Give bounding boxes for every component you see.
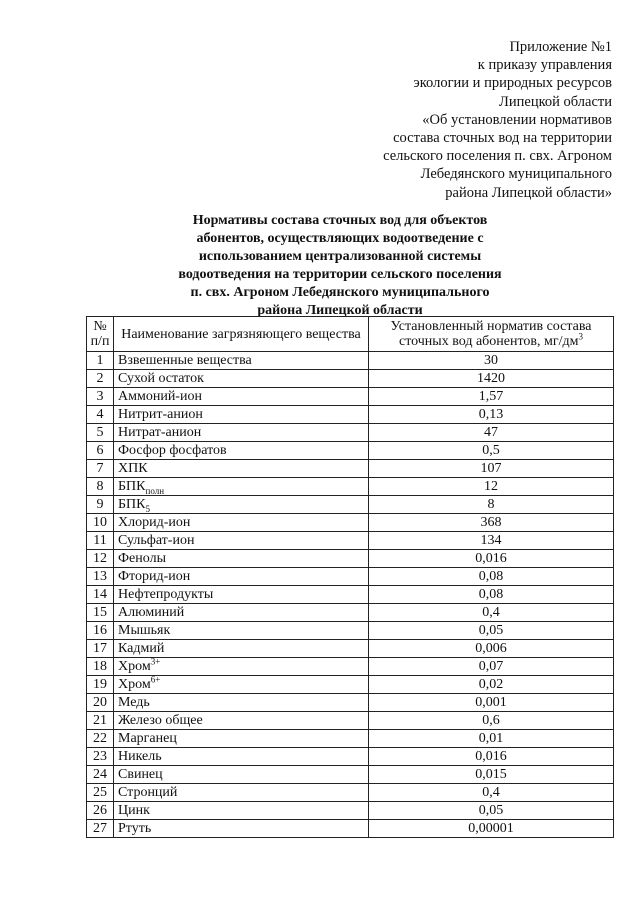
substance-name (114, 370, 369, 388)
substance-name (114, 496, 369, 514)
substance-name (114, 802, 369, 820)
table-row (87, 478, 614, 496)
title-line: Нормативы состава сточных вод для объектов (192, 213, 488, 228)
row-number: 22 (87, 730, 114, 748)
row-number: 10 (87, 514, 114, 532)
substance-name-text: Нефтепродукты (118, 586, 214, 602)
row-number: 13 (87, 568, 114, 586)
norm-value: 0,4 (369, 604, 614, 622)
substance-name (114, 514, 369, 532)
table-row (87, 622, 614, 640)
substance-name-text: Хром (118, 676, 151, 692)
row-number: 2 (87, 370, 114, 388)
norm-value: 1420 (369, 370, 614, 388)
row-number: 16 (87, 622, 114, 640)
appendix-block (383, 38, 612, 202)
row-number: 1 (87, 352, 114, 370)
norm-value: 12 (369, 478, 614, 496)
header-norm-sup: 3 (578, 331, 583, 342)
title-line: абонентов, осуществляющих водоотведение с (196, 231, 484, 246)
substance-name (114, 406, 369, 424)
norm-value: 30 (369, 352, 614, 370)
table-row (87, 460, 614, 478)
substance-name (114, 478, 369, 496)
row-number: 20 (87, 694, 114, 712)
document-title (150, 212, 530, 320)
norm-value: 47 (369, 424, 614, 442)
row-number: 27 (87, 820, 114, 838)
table-row (87, 658, 614, 676)
table-row (87, 748, 614, 766)
row-number: 15 (87, 604, 114, 622)
norm-value: 134 (369, 532, 614, 550)
norm-value: 0,05 (369, 802, 614, 820)
substance-name (114, 622, 369, 640)
norm-value: 0,13 (369, 406, 614, 424)
row-number: 4 (87, 406, 114, 424)
header-norm (369, 317, 614, 352)
norm-value: 0,07 (369, 658, 614, 676)
substance-name-text: Взвешенные вещества (118, 352, 252, 368)
substance-name-text: Мышьяк (118, 622, 171, 638)
substance-name-text: Медь (118, 694, 150, 710)
norm-value: 8 (369, 496, 614, 514)
substance-name-text: Фенолы (118, 550, 166, 566)
norm-value: 1,57 (369, 388, 614, 406)
substance-name-text: Никель (118, 748, 162, 764)
substance-name-text: Цинк (118, 802, 150, 818)
substance-name-text: БПК (118, 496, 146, 512)
table-row (87, 820, 614, 838)
table-row (87, 604, 614, 622)
row-number: 23 (87, 748, 114, 766)
table-row (87, 550, 614, 568)
appendix-line: Лебедянского муниципального (420, 166, 612, 183)
substance-name (114, 694, 369, 712)
substance-name-text: БПК (118, 478, 146, 494)
appendix-line: «Об установлении нормативов (422, 111, 612, 128)
substance-name (114, 766, 369, 784)
norm-value: 0,08 (369, 568, 614, 586)
table-row (87, 784, 614, 802)
table-header-row (87, 317, 614, 352)
table-row (87, 352, 614, 370)
header-number (87, 317, 114, 352)
substance-name-text: Ртуть (118, 820, 152, 836)
substance-name-text: Марганец (118, 730, 177, 746)
table-row (87, 370, 614, 388)
row-number: 3 (87, 388, 114, 406)
norm-value: 0,015 (369, 766, 614, 784)
table-row (87, 568, 614, 586)
row-number: 24 (87, 766, 114, 784)
substance-name-text: Железо общее (118, 712, 203, 728)
header-substance: Наименование загрязняющего вещества (114, 317, 369, 352)
table-row (87, 496, 614, 514)
table-row (87, 532, 614, 550)
substance-name (114, 568, 369, 586)
appendix-line: к приказу управления (477, 57, 612, 74)
table-row (87, 730, 614, 748)
norm-value: 0,02 (369, 676, 614, 694)
table-row (87, 388, 614, 406)
row-number: 6 (87, 442, 114, 460)
appendix-line: состава сточных вод на территории (393, 130, 612, 147)
norm-value: 0,00001 (369, 820, 614, 838)
substance-name-text: Сульфат-ион (118, 532, 195, 548)
row-number: 25 (87, 784, 114, 802)
appendix-line: района Липецкой области» (445, 184, 612, 201)
title-line: п. свх. Агроном Лебедянского муниципального (190, 285, 490, 300)
substance-name-text: Фосфор фосфатов (118, 442, 227, 458)
appendix-line: сельского поселения п. свх. Агроном (383, 148, 612, 165)
norm-value: 0,08 (369, 586, 614, 604)
header-number-abbrev: п/п (90, 334, 110, 349)
appendix-line: Липецкой области (499, 93, 612, 110)
substance-name (114, 586, 369, 604)
substance-name-text: Фторид-ион (118, 568, 191, 584)
substance-name (114, 352, 369, 370)
row-number: 17 (87, 640, 114, 658)
substance-name (114, 604, 369, 622)
substance-name (114, 424, 369, 442)
substance-subscript: полн (145, 485, 165, 496)
table-row (87, 766, 614, 784)
row-number: 8 (87, 478, 114, 496)
row-number: 11 (87, 532, 114, 550)
substance-name (114, 550, 369, 568)
row-number: 7 (87, 460, 114, 478)
norm-value: 0,5 (369, 442, 614, 460)
substance-superscript: 6+ (150, 673, 161, 684)
norm-value: 0,001 (369, 694, 614, 712)
table-row (87, 514, 614, 532)
norm-value: 0,4 (369, 784, 614, 802)
norm-value: 0,016 (369, 550, 614, 568)
substance-name (114, 712, 369, 730)
table-row (87, 640, 614, 658)
row-number: 14 (87, 586, 114, 604)
row-number: 26 (87, 802, 114, 820)
norm-value: 0,6 (369, 712, 614, 730)
row-number: 5 (87, 424, 114, 442)
substance-name-text: Стронций (118, 784, 178, 800)
table-row (87, 694, 614, 712)
table-row (87, 406, 614, 424)
substance-name (114, 460, 369, 478)
appendix-line: Приложение №1 (509, 39, 612, 55)
substance-name (114, 820, 369, 838)
substance-name (114, 442, 369, 460)
table-row (87, 586, 614, 604)
table-row (87, 442, 614, 460)
title-line: района Липецкой области (257, 303, 423, 318)
substance-name (114, 640, 369, 658)
row-number: 21 (87, 712, 114, 730)
table-row (87, 712, 614, 730)
header-number-symbol: № (93, 319, 107, 334)
norm-value: 368 (369, 514, 614, 532)
norm-value: 0,01 (369, 730, 614, 748)
substance-name-text: Нитрит-анион (118, 406, 203, 422)
substance-name-text: Нитрат-анион (118, 424, 202, 440)
row-number: 9 (87, 496, 114, 514)
substance-subscript: 5 (145, 503, 150, 514)
title-line: использованием централизованной системы (198, 249, 482, 264)
row-number: 19 (87, 676, 114, 694)
substance-name-text: Сухой остаток (118, 370, 204, 386)
substance-name-text: Хлорид-ион (118, 514, 191, 530)
header-norm-text: Установленный норматив состава сточных вод абонентов, мг/дм (390, 319, 592, 349)
row-number: 12 (87, 550, 114, 568)
norm-value: 107 (369, 460, 614, 478)
substance-name-text: Кадмий (118, 640, 165, 656)
substance-name (114, 784, 369, 802)
substance-name (114, 748, 369, 766)
table-row (87, 676, 614, 694)
substance-name (114, 655, 369, 676)
table-row (87, 424, 614, 442)
substance-name (114, 730, 369, 748)
table-row (87, 802, 614, 820)
substance-name-text: Алюминий (118, 604, 185, 620)
substance-name (114, 532, 369, 550)
appendix-line: экологии и природных ресурсов (413, 75, 612, 92)
substance-name-text: Хром (118, 658, 151, 674)
title-line: водоотведения на территории сельского поселения (178, 267, 502, 282)
substance-name-text: Свинец (118, 766, 163, 782)
norms-table (86, 316, 614, 838)
norm-value: 0,05 (369, 622, 614, 640)
row-number: 18 (87, 658, 114, 676)
substance-superscript: 3+ (150, 655, 161, 666)
substance-name-text: ХПК (118, 460, 148, 476)
substance-name-text: Аммоний-ион (118, 388, 202, 404)
norm-value: 0,006 (369, 640, 614, 658)
norm-value: 0,016 (369, 748, 614, 766)
substance-name (114, 673, 369, 694)
substance-name (114, 388, 369, 406)
